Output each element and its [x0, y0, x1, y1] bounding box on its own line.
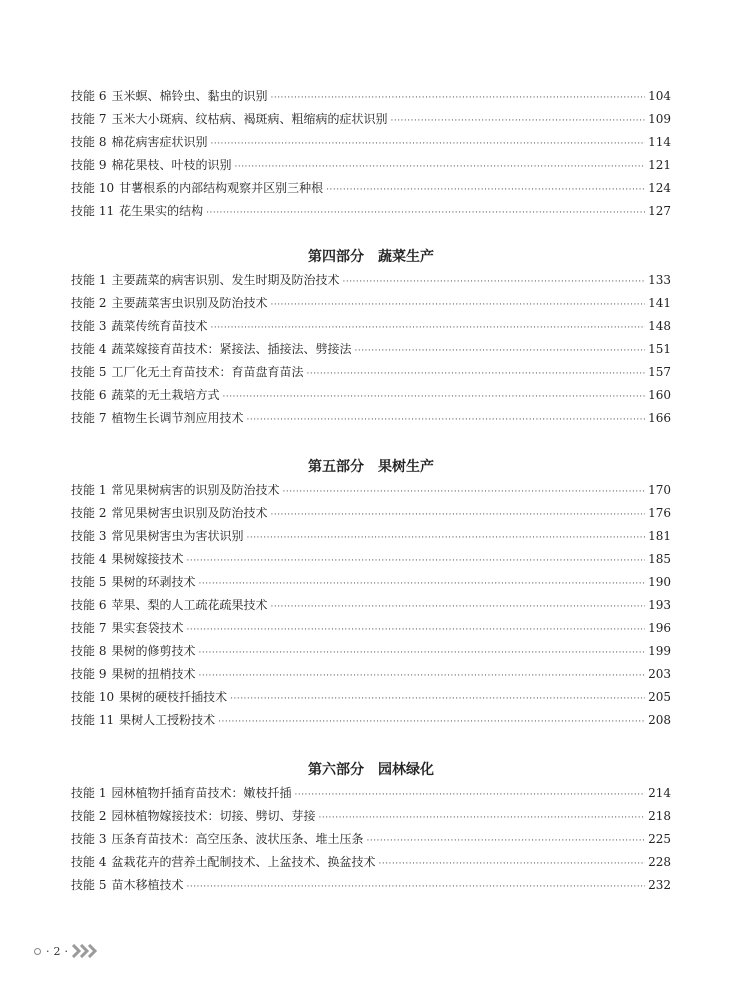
skill-number: 技能 1	[71, 786, 107, 800]
dot-leader	[294, 784, 645, 807]
toc-entry[interactable]	[71, 502, 671, 525]
page-number: 203	[648, 667, 671, 681]
toc-entry[interactable]	[71, 805, 671, 828]
entry-title: 玉米大小斑病、纹枯病、褐斑病、粗缩病的症状识别	[111, 112, 388, 126]
page-number: 193	[648, 598, 671, 612]
entry-title: 常见果树害虫为害状识别	[111, 529, 244, 543]
page-number: 199	[648, 644, 671, 658]
toc-list-part6	[71, 782, 671, 897]
page-footer	[34, 941, 99, 961]
toc-entry[interactable]	[71, 108, 671, 131]
section-name: 蔬菜生产	[378, 249, 434, 265]
skill-number: 技能 9	[71, 158, 107, 172]
entry-title: 果实套袋技术	[111, 621, 184, 635]
skill-number: 技能 3	[71, 529, 107, 543]
toc-entry[interactable]	[71, 338, 671, 361]
toc-list-part4	[71, 269, 671, 430]
skill-number: 技能 6	[71, 89, 107, 103]
page-number: 121	[648, 158, 671, 172]
toc-entry[interactable]	[71, 85, 671, 108]
toc-entry[interactable]	[71, 571, 671, 594]
section-title-part4	[71, 247, 671, 267]
section-label: 第六部分	[308, 762, 364, 778]
section-name: 园林绿化	[378, 762, 434, 778]
toc-entry[interactable]	[71, 269, 671, 292]
toc-list-part3-continued	[71, 85, 671, 223]
dot-leader	[206, 202, 645, 225]
skill-number: 技能 6	[71, 388, 107, 402]
entry-title: 工厂化无土育苗技术：育苗盘育苗法	[111, 365, 304, 379]
skill-number: 技能 1	[71, 273, 107, 287]
skill-number: 技能 7	[71, 112, 107, 126]
entry-title: 植物生长调节剂应用技术	[111, 411, 244, 425]
skill-number: 技能 5	[71, 365, 107, 379]
entry-title: 蔬菜传统育苗技术	[111, 319, 208, 333]
section-name: 果树生产	[378, 459, 434, 475]
skill-number: 技能 4	[71, 342, 107, 356]
page-number: 228	[648, 855, 671, 869]
skill-number: 技能 6	[71, 598, 107, 612]
toc-entry[interactable]	[71, 361, 671, 384]
toc-entry[interactable]	[71, 686, 671, 709]
page-number: 185	[648, 552, 671, 566]
toc-list-part5	[71, 479, 671, 732]
toc-entry[interactable]	[71, 177, 671, 200]
dot-leader	[270, 87, 645, 110]
entry-title: 园林植物扦插育苗技术：嫩枝扦插	[111, 786, 292, 800]
dot-leader	[342, 271, 645, 294]
toc-entry[interactable]	[71, 200, 671, 223]
page-number: 181	[648, 529, 671, 543]
page-number: 160	[648, 388, 671, 402]
page-number: 176	[648, 506, 671, 520]
page-number: 104	[648, 89, 671, 103]
dot-leader	[198, 573, 645, 596]
skill-number: 技能 11	[71, 204, 115, 218]
skill-number: 技能 2	[71, 506, 107, 520]
skill-number: 技能 1	[71, 483, 107, 497]
toc-entry[interactable]	[71, 874, 671, 897]
page-number: 218	[648, 809, 671, 823]
entry-title: 主要蔬菜的病害识别、发生时期及防治技术	[111, 273, 340, 287]
page-number: 166	[648, 411, 671, 425]
entry-title: 甘薯根系的内部结构观察并区别三种根	[119, 181, 324, 195]
page-number: 205	[648, 690, 671, 704]
toc-entry[interactable]	[71, 384, 671, 407]
page-number: 151	[648, 342, 671, 356]
page-number: 170	[648, 483, 671, 497]
toc-entry[interactable]	[71, 154, 671, 177]
page-number: 148	[648, 319, 671, 333]
toc-entry[interactable]	[71, 479, 671, 502]
toc-entry[interactable]	[71, 828, 671, 851]
dot-leader	[198, 642, 645, 665]
entry-title: 棉花病害症状识别	[111, 135, 208, 149]
entry-title: 果树的扭梢技术	[111, 667, 196, 681]
dot-leader	[210, 133, 645, 156]
page-number: 127	[648, 204, 671, 218]
entry-title: 棉花果枝、叶枝的识别	[111, 158, 232, 172]
skill-number: 技能 10	[71, 690, 115, 704]
entry-title: 蔬菜嫁接育苗技术：紧接法、插接法、劈接法	[111, 342, 352, 356]
toc-entry[interactable]	[71, 315, 671, 338]
dot-leader	[198, 665, 645, 688]
dot-leader	[234, 156, 645, 179]
skill-number: 技能 3	[71, 832, 107, 846]
page-number: 2	[53, 944, 61, 958]
entry-title: 玉米螟、棉铃虫、黏虫的识别	[111, 89, 268, 103]
skill-number: 技能 2	[71, 809, 107, 823]
page-number: 208	[648, 713, 671, 727]
entry-title: 常见果树害虫识别及防治技术	[111, 506, 268, 520]
toc-entry[interactable]	[71, 131, 671, 154]
skill-number: 技能 5	[71, 878, 107, 892]
skill-number: 技能 7	[71, 621, 107, 635]
toc-entry[interactable]	[71, 594, 671, 617]
skill-number: 技能 5	[71, 575, 107, 589]
dot-leader	[186, 876, 645, 899]
toc-entry[interactable]	[71, 407, 671, 430]
dot-leader	[390, 110, 645, 133]
toc-entry[interactable]	[71, 525, 671, 548]
toc-entry[interactable]	[71, 548, 671, 571]
dot-leader	[306, 363, 645, 386]
entry-title: 常见果树病害的识别及防治技术	[111, 483, 280, 497]
page-number: 141	[648, 296, 671, 310]
dot-leader	[270, 294, 645, 317]
dot-separator: ·	[46, 944, 50, 958]
section-title-part5	[71, 457, 671, 477]
toc-entry[interactable]	[71, 782, 671, 805]
dot-leader	[186, 619, 645, 642]
entry-title: 园林植物嫁接技术：切接、劈切、芽接	[111, 809, 316, 823]
dot-leader	[246, 409, 645, 432]
skill-number: 技能 11	[71, 713, 115, 727]
section-label: 第四部分	[308, 249, 364, 265]
page-number: 133	[648, 273, 671, 287]
entry-title: 果树的环剥技术	[111, 575, 196, 589]
page-number: 190	[648, 575, 671, 589]
entry-title: 压条育苗技术：高空压条、波状压条、堆土压条	[111, 832, 364, 846]
dot-leader	[318, 807, 645, 830]
entry-title: 果树的硬枝扦插技术	[119, 690, 228, 704]
skill-number: 技能 7	[71, 411, 107, 425]
dot-leader	[246, 527, 645, 550]
page-number: 114	[648, 135, 671, 149]
dot-leader	[270, 504, 645, 527]
dot-leader	[222, 386, 645, 409]
toc-entry[interactable]	[71, 851, 671, 874]
entry-title: 盆栽花卉的营养土配制技术、上盆技术、换盆技术	[111, 855, 376, 869]
skill-number: 技能 8	[71, 135, 107, 149]
dot-leader	[270, 596, 645, 619]
dot-leader	[186, 550, 645, 573]
toc-entry[interactable]	[71, 617, 671, 640]
dot-leader	[282, 481, 645, 504]
entry-title: 主要蔬菜害虫识别及防治技术	[111, 296, 268, 310]
dot-leader	[354, 340, 645, 363]
dot-leader	[326, 179, 645, 202]
page-number: 196	[648, 621, 671, 635]
dot-leader	[378, 853, 645, 876]
page-number: 225	[648, 832, 671, 846]
entry-title: 果树人工授粉技术	[119, 713, 216, 727]
entry-title: 果树嫁接技术	[111, 552, 184, 566]
toc-entry[interactable]	[71, 640, 671, 663]
skill-number: 技能 4	[71, 855, 107, 869]
toc-entry[interactable]	[71, 292, 671, 315]
entry-title: 蔬菜的无土栽培方式	[111, 388, 220, 402]
toc-entry[interactable]	[71, 709, 671, 732]
double-chevron-icon	[71, 944, 99, 958]
page-number: 232	[648, 878, 671, 892]
toc-entry[interactable]	[71, 663, 671, 686]
skill-number: 技能 2	[71, 296, 107, 310]
skill-number: 技能 4	[71, 552, 107, 566]
entry-title: 花生果实的结构	[119, 204, 204, 218]
entry-title: 果树的修剪技术	[111, 644, 196, 658]
page-number: 124	[648, 181, 671, 195]
skill-number: 技能 10	[71, 181, 115, 195]
dot-leader	[366, 830, 645, 853]
dot-leader	[218, 711, 645, 734]
skill-number: 技能 8	[71, 644, 107, 658]
dot-leader	[210, 317, 645, 340]
section-title-part6	[71, 760, 671, 780]
circle-icon	[34, 948, 41, 955]
entry-title: 苗木移植技术	[111, 878, 184, 892]
skill-number: 技能 3	[71, 319, 107, 333]
dot-leader	[230, 688, 645, 711]
section-label: 第五部分	[308, 459, 364, 475]
page-number: 214	[648, 786, 671, 800]
skill-number: 技能 9	[71, 667, 107, 681]
dot-separator: ·	[64, 944, 68, 958]
page-number: 157	[648, 365, 671, 379]
entry-title: 苹果、梨的人工疏花疏果技术	[111, 598, 268, 612]
page-number: 109	[648, 112, 671, 126]
